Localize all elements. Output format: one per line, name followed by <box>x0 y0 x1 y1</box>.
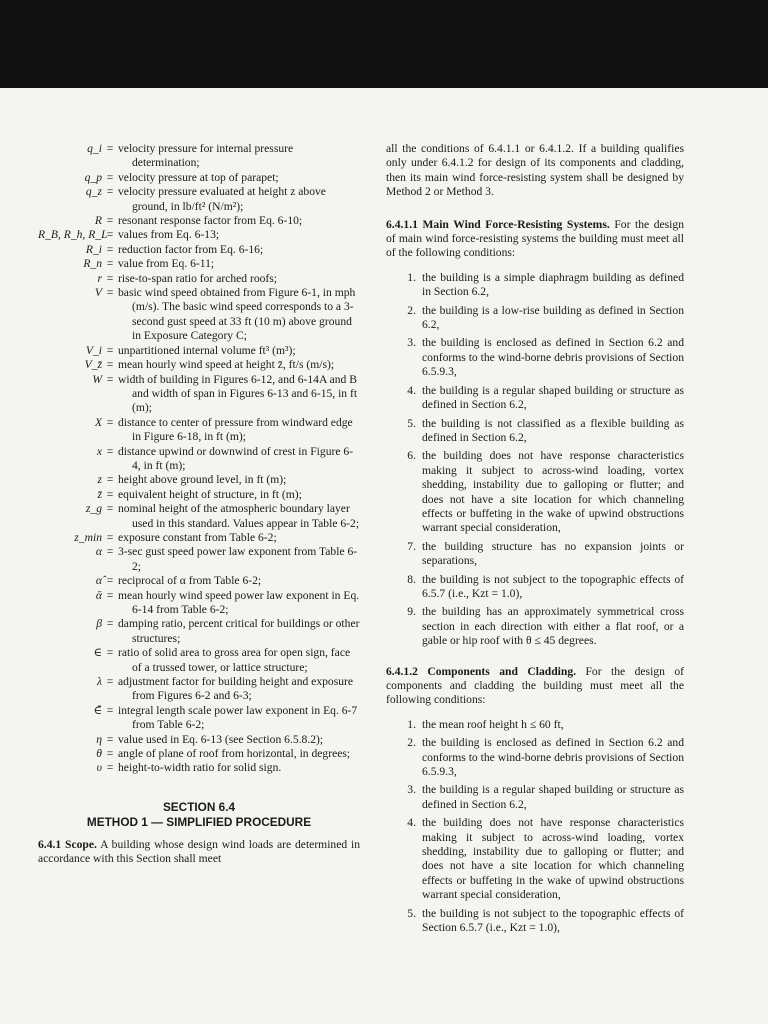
equals-sign: = <box>106 574 114 588</box>
top-black-band <box>0 0 768 88</box>
condition-item <box>386 907 684 936</box>
definition-symbol: q_i <box>87 142 102 155</box>
definition-text: reciprocal of α from Table 6-2; <box>118 574 262 588</box>
mwfrs-heading: 6.4.1.1 Main Wind Force-Resisting Systems. <box>386 217 610 231</box>
definition-symbol: R_i <box>85 242 102 256</box>
condition-item <box>386 540 684 569</box>
equals-sign: = <box>106 286 114 300</box>
definition-symbol: X <box>94 415 102 429</box>
definition-symbol: z_min <box>74 530 102 544</box>
definition-text: velocity pressure at top of parapet; <box>118 170 279 184</box>
condition-text: the building is a low-rise building as defined in Section 6.2, <box>422 303 684 332</box>
section-heading <box>38 800 360 830</box>
definition-text: reduction factor from Eq. 6-16; <box>118 242 264 256</box>
definition-row <box>38 502 360 531</box>
definition-text: value from Eq. 6-11; <box>118 257 215 271</box>
condition-number: 5. <box>407 906 416 920</box>
definition-row <box>38 488 360 502</box>
right-column <box>386 142 684 940</box>
equals-sign: = <box>106 588 114 602</box>
definition-symbol: λ <box>96 675 102 689</box>
equals-sign: = <box>106 646 114 660</box>
condition-number: 4. <box>407 816 416 830</box>
mwfrs-paragraph <box>386 218 684 261</box>
definition-text: unpartitioned internal volume ft³ (m³); <box>118 343 296 357</box>
condition-number: 2. <box>407 303 416 317</box>
definition-text: width of building in Figures 6-12, and 6-14A and B and width of span in Figures 6-13 and 6-15, in ft (m); <box>118 372 358 415</box>
condition-number: 1. <box>407 270 416 284</box>
symbol-definitions <box>38 142 360 776</box>
definition-row <box>38 747 360 761</box>
condition-number: 3. <box>407 336 416 350</box>
definition-text: distance to center of pressure from windward edge in Figure 6-18, in ft (m); <box>118 415 353 444</box>
condition-item <box>386 783 684 812</box>
definition-symbol: β <box>96 617 102 631</box>
condition-item <box>386 605 684 648</box>
definition-text: rise-to-span ratio for arched roofs; <box>118 271 278 285</box>
definition-text: mean hourly wind speed at height z̄, ft/s (m/s); <box>118 358 335 372</box>
definition-symbol: ∈̄ <box>93 703 102 717</box>
equals-sign: = <box>106 257 114 271</box>
definition-symbol: z_g <box>85 502 102 516</box>
condition-number: 3. <box>407 783 416 797</box>
definition-symbol: ᾱ <box>95 588 102 602</box>
condition-text: the mean roof height h ≤ 60 ft, <box>422 717 564 731</box>
condition-number: 4. <box>407 383 416 397</box>
condition-text: the building is not subject to the topographic effects of 6.5.7 (i.e., Kzt = 1.0), <box>422 572 684 600</box>
definition-symbol: q_z <box>85 185 102 199</box>
cc-lead: For the design of components and cladding the building must meet all the following conditions: <box>386 664 684 707</box>
definition-symbol: ∈ <box>93 646 102 660</box>
condition-text: the building has an approximately symmetrical cross section in each direction with either a flat roof, or a gable or hip roof with θ ≤ 45 degrees. <box>422 605 684 648</box>
equals-sign: = <box>106 142 114 155</box>
definition-symbol: R <box>94 214 102 228</box>
equals-sign: = <box>106 214 114 228</box>
definition-row <box>38 704 360 733</box>
cc-paragraph <box>386 665 684 708</box>
definition-symbol: z <box>97 473 102 487</box>
scope-text: A building whose design wind loads are determined in accordance with this Section shall meet <box>38 837 361 866</box>
equals-sign: = <box>106 487 114 501</box>
mwfrs-conditions-list <box>386 271 684 649</box>
definition-row <box>38 675 360 704</box>
definition-row <box>38 545 360 574</box>
definition-row <box>38 733 360 747</box>
equals-sign: = <box>106 444 114 458</box>
definition-symbol: z̄ <box>97 487 102 501</box>
definition-row <box>38 761 360 775</box>
equals-sign: = <box>106 228 114 242</box>
definition-text: integral length scale power law exponent in Eq. 6-7 from Table 6-2; <box>118 703 358 732</box>
definition-row <box>38 185 360 214</box>
equals-sign: = <box>106 703 114 717</box>
definition-symbol: α̂ <box>95 574 102 588</box>
scope-paragraph <box>38 838 360 867</box>
section-subtitle: METHOD 1 — SIMPLIFIED PROCEDURE <box>86 814 312 829</box>
definition-row <box>38 142 360 171</box>
definition-text: values from Eq. 6-13; <box>118 228 220 242</box>
condition-text: the building is not classified as a flexible building as defined in Section 6.2, <box>422 416 684 444</box>
condition-item <box>386 271 684 300</box>
cc-conditions-list <box>386 718 684 936</box>
definition-symbol: x <box>96 444 102 458</box>
definition-text: velocity pressure for internal pressure determination; <box>118 142 294 170</box>
definition-row <box>38 416 360 445</box>
definition-row <box>38 243 360 257</box>
condition-number: 5. <box>407 416 416 430</box>
definition-row <box>38 445 360 474</box>
equals-sign: = <box>106 185 114 199</box>
definition-row <box>38 257 360 271</box>
condition-text: the building is a simple diaphragm building as defined in Section 6.2, <box>422 270 684 299</box>
definition-text: 3-sec gust speed power law exponent from Table 6-2; <box>118 545 358 573</box>
definition-row <box>38 531 360 545</box>
condition-item <box>386 718 684 732</box>
definition-text: equivalent height of structure, in ft (m); <box>118 487 302 501</box>
equals-sign: = <box>106 271 114 285</box>
condition-text: the building is enclosed as defined in Section 6.2 and conforms to the wind-borne debris provisions of Section 6.5.9.3, <box>422 336 684 379</box>
definition-row <box>38 473 360 487</box>
condition-item <box>386 417 684 446</box>
definition-row <box>38 358 360 372</box>
condition-number: 2. <box>407 736 416 750</box>
condition-item <box>386 736 684 779</box>
definition-row <box>38 214 360 228</box>
condition-item <box>386 336 684 379</box>
definition-row <box>38 228 360 242</box>
definition-row <box>38 617 360 646</box>
condition-number: 1. <box>407 717 416 731</box>
definition-symbol: q_p <box>84 170 102 184</box>
definition-text: velocity pressure evaluated at height z above ground, in lb/ft² (N/m²); <box>118 185 326 213</box>
definition-symbol: R_B, R_h, R_L <box>38 228 108 242</box>
condition-text: the building does not have response characteristics making it subject to across-wind loading, vortex shedding, instability due to galloping or flutter; and does not have a site location for which channeling effects or buffeting in the wake of upwind obstructions warrant special consideration, <box>422 449 684 535</box>
condition-item <box>386 449 684 535</box>
condition-item <box>386 384 684 413</box>
condition-text: the building is a regular shaped building or structure as defined in Section 6.2, <box>422 383 684 412</box>
section-title: SECTION 6.4 <box>162 799 236 814</box>
condition-item <box>386 816 684 902</box>
condition-text: the building does not have response characteristics making it subject to across-wind loading, vortex shedding, instability due to galloping or flutter; and does not have a site location for which channeling effects or buffeting in the wake of upwind obstructions warrant special consideration, <box>422 816 684 902</box>
definition-text: adjustment factor for building height and exposure from Figures 6-2 and 6-3; <box>118 675 354 703</box>
condition-text: the building structure has no expansion joints or separations, <box>422 539 684 568</box>
definition-symbol: V_i <box>85 343 102 357</box>
definition-symbol: υ <box>96 761 102 775</box>
definition-text: height above ground level, in ft (m); <box>118 473 287 487</box>
condition-number: 7. <box>407 539 416 553</box>
definition-symbol: V <box>94 286 102 300</box>
condition-text: the building is a regular shaped building or structure as defined in Section 6.2, <box>422 783 684 811</box>
definition-symbol: r <box>97 271 102 285</box>
definition-symbol: η <box>96 732 102 746</box>
equals-sign: = <box>106 473 114 487</box>
definition-text: angle of plane of roof from horizontal, in degrees; <box>118 747 351 761</box>
equals-sign: = <box>106 761 114 775</box>
equals-sign: = <box>106 372 114 386</box>
definition-symbol: W <box>92 372 102 386</box>
definition-row <box>38 286 360 344</box>
condition-text: the building is not subject to the topographic effects of Section 6.5.7 (i.e., Kzt = 1.0), <box>422 906 684 935</box>
definition-row <box>38 344 360 358</box>
definition-text: mean hourly wind speed power law exponent in Eq. 6-14 from Table 6-2; <box>118 588 360 616</box>
definition-text: nominal height of the atmospheric boundary layer used in this standard. Values appear in Table 6-2; <box>118 502 360 530</box>
definition-symbol: α <box>95 545 102 559</box>
equals-sign: = <box>106 415 114 429</box>
cc-heading: 6.4.1.2 Components and Cladding. <box>386 664 577 678</box>
definition-symbol: R_n <box>83 257 102 271</box>
condition-item <box>386 573 684 602</box>
mwfrs-lead: For the design of main wind force-resisting systems the building must meet all of the following conditions: <box>386 217 684 260</box>
equals-sign: = <box>106 170 114 184</box>
condition-item <box>386 304 684 333</box>
equals-sign: = <box>106 675 114 689</box>
left-column <box>38 142 360 867</box>
condition-number: 9. <box>407 605 416 619</box>
definition-text: exposure constant from Table 6-2; <box>118 530 277 544</box>
definition-row <box>38 589 360 618</box>
definition-text: height-to-width ratio for solid sign. <box>118 761 282 775</box>
scope-heading: 6.4.1 Scope. <box>38 837 97 851</box>
equals-sign: = <box>106 242 114 256</box>
definition-text: distance upwind or downwind of crest in Figure 6-4, in ft (m); <box>118 444 354 472</box>
definition-row <box>38 574 360 588</box>
equals-sign: = <box>106 732 114 746</box>
equals-sign: = <box>106 343 114 357</box>
equals-sign: = <box>106 747 114 761</box>
equals-sign: = <box>106 530 114 544</box>
intro-paragraph: all the conditions of 6.4.1.1 or 6.4.1.2. If a building qualifies only under 6.4.1.2 for design of its components and cladding, then its main wind force-resisting system shall be designed by Method 2 or Method 3. <box>386 142 684 199</box>
equals-sign: = <box>106 358 114 372</box>
equals-sign: = <box>106 502 114 516</box>
definition-row <box>38 171 360 185</box>
condition-text: the building is enclosed as defined in Section 6.2 and conforms to the wind-borne debris provisions of Section 6.5.9.3, <box>422 736 684 779</box>
condition-number: 8. <box>407 572 416 586</box>
definition-symbol: θ <box>96 747 102 761</box>
equals-sign: = <box>106 545 114 559</box>
definition-text: resonant response factor from Eq. 6-10; <box>118 214 303 228</box>
definition-text: ratio of solid area to gross area for open sign, face of a trussed tower, or lattice structure; <box>118 646 351 674</box>
definition-row <box>38 272 360 286</box>
equals-sign: = <box>106 617 114 631</box>
condition-number: 6. <box>407 449 416 463</box>
definition-text: damping ratio, percent critical for buildings or other structures; <box>118 617 360 645</box>
definition-row <box>38 373 360 416</box>
definition-row <box>38 646 360 675</box>
definition-text: value used in Eq. 6-13 (see Section 6.5.8.2); <box>118 732 324 746</box>
definition-text: basic wind speed obtained from Figure 6-1, in mph (m/s). The basic wind speed corresponds to a 3-second gust speed at 33 ft (10 m) above ground in Exposure Category C; <box>118 286 356 343</box>
definition-symbol: V_z̄ <box>84 358 102 372</box>
